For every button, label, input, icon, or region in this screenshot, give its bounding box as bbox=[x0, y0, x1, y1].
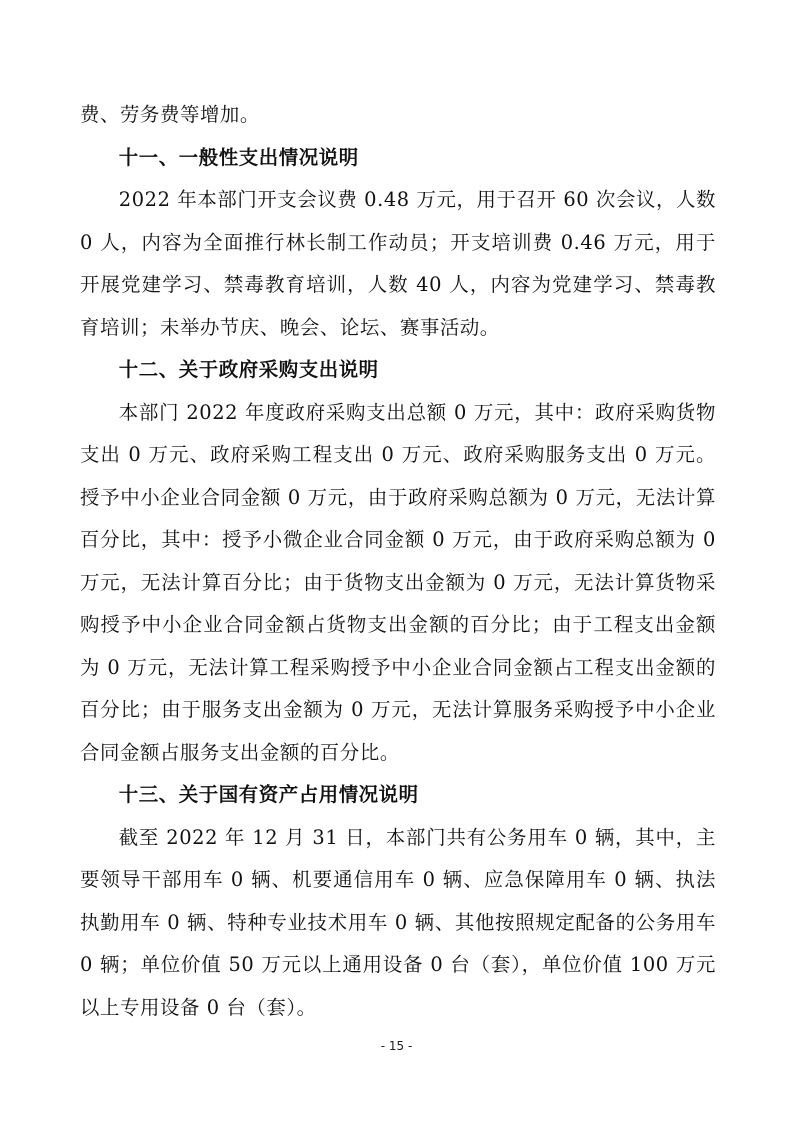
section-11-heading: 十一、一般性支出情况说明 bbox=[118, 145, 359, 169]
intro-paragraph: 费、劳务费等增加。 bbox=[80, 103, 260, 126]
section-13-paragraph: 截至 2022 年 12 月 31 日，本部门共有公务用车 0 辆，其中，主要领导干部用车 0 辆、机要通信用车 0 辆、应急保障用车 0 辆、执法执勤用车 0 辆、特种专业技术用车 0 辆、其他按照规定配备的公务用车 0 辆；单位价值 50 万元以上通用设备 0 台（套），单位价值 100 万元以上专用设备 0 台（套）。 bbox=[80, 825, 716, 1019]
section-12-paragraph: 本部门 2022 年度政府采购支出总额 0 万元，其中：政府采购货物支出 0 万元、政府采购工程支出 0 万元、政府采购服务支出 0 万元。授予中小企业合同金额 0 万元，由于政府采购总额为 0 万元，无法计算百分比，其中：授予小微企业合同金额 0 万元，由于政府采购总额为 0 万元，无法计算百分比；由于货物支出金额为 0 万元，无法计算货物采购授予中小企业合同金额占货物支出金额的百分比；由于工程支出金额为 0 万元，无法计算工程采购授予中小企业合同金额占工程支出金额的百分比；由于服务支出金额为 0 万元，无法计算服务采购授予中小企业合同金额占服务支出金额的百分比。 bbox=[80, 400, 716, 764]
page-number: - 15 - bbox=[380, 1039, 413, 1053]
section-13-heading: 十三、关于国有资产占用情况说明 bbox=[118, 783, 419, 806]
document-body bbox=[80, 94, 716, 1029]
section-12-heading: 十二、关于政府采购支出说明 bbox=[118, 358, 379, 381]
section-11-paragraph: 2022 年本部门开支会议费 0.48 万元，用于召开 60 次会议，人数 0 人，内容为全面推行林长制工作动员；开支培训费 0.46 万元，用于开展党建学习、禁毒教育培训，人数 40 人，内容为党建学习、禁毒教育培训；未举办节庆、晚会、论坛、赛事活动。 bbox=[80, 188, 716, 339]
